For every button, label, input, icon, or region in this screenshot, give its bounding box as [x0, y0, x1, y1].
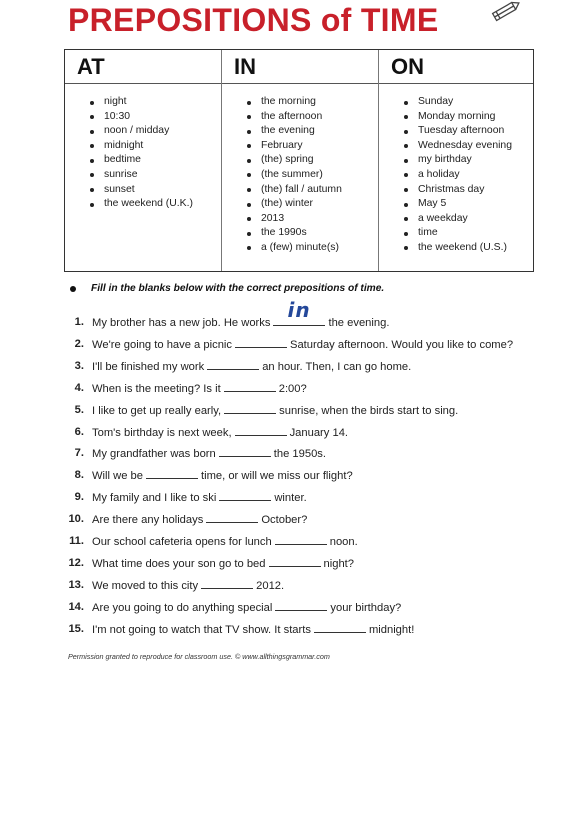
answer-blank[interactable] [219, 490, 271, 501]
column-heading: IN [234, 54, 256, 79]
question-before: Will we be [92, 470, 143, 483]
column-list [222, 95, 342, 256]
list-item: Christmas day [379, 183, 512, 198]
question-number: 4. [74, 381, 84, 394]
list-item: sunset [65, 183, 193, 198]
bullet-icon [70, 286, 76, 292]
answer-blank[interactable] [235, 337, 287, 348]
question-text [92, 381, 307, 396]
list-item: 10:30 [65, 110, 193, 125]
question-number: 6. [74, 425, 84, 438]
question-text [92, 359, 411, 374]
question-number: 3. [74, 359, 84, 372]
list-item: a (few) minute(s) [222, 241, 342, 256]
question-before: We moved to this city [92, 579, 199, 592]
list-item: the weekend (U.K.) [65, 197, 193, 212]
question-text [92, 298, 390, 330]
question-after: January 14. [289, 426, 349, 439]
question-after: Saturday afternoon. Would you like to come? [290, 338, 514, 351]
question-before: Are there any holidays [92, 514, 204, 527]
question-text [92, 600, 401, 615]
list-item: time [379, 226, 512, 241]
question-before: I'll be finished my work [92, 360, 205, 373]
list-item: the morning [222, 95, 342, 110]
question-number: 13. [68, 578, 84, 591]
list-item: (the summer) [222, 168, 342, 183]
list-item: noon / midday [65, 124, 193, 139]
list-item: the weekend (U.S.) [379, 241, 512, 256]
question-number: 9. [74, 491, 84, 504]
answer-blank[interactable] [219, 446, 271, 457]
question-text [92, 337, 513, 352]
question-after: time, or will we miss our flight? [200, 470, 353, 483]
question-text [92, 425, 348, 440]
question-before: What time does your son go to bed [92, 557, 266, 570]
question-text [92, 556, 354, 571]
question-number: 1. [74, 316, 84, 328]
question-after: 2012. [256, 579, 285, 592]
column-list [379, 95, 512, 256]
answer-blank[interactable] [224, 381, 276, 392]
question-text [92, 578, 284, 593]
question-before: My family and I like to ski [92, 492, 217, 505]
list-item: night [65, 95, 193, 110]
answer-blank[interactable] [146, 468, 198, 479]
list-item: the evening [222, 124, 342, 139]
question-number: 11. [69, 535, 84, 547]
question-after: midnight! [368, 623, 415, 636]
pencil-icon [488, 0, 522, 22]
answer-blank[interactable] [206, 512, 258, 523]
page-title: PREPOSITIONS of TIME [68, 2, 439, 38]
question-text [92, 490, 307, 505]
list-item: bedtime [65, 153, 193, 168]
list-item: the afternoon [222, 110, 342, 125]
question-before: My brother has a new job. He works [92, 317, 271, 329]
answer-blank[interactable] [201, 578, 253, 589]
question-before: I'm not going to watch that TV show. It starts [92, 623, 311, 636]
question-number: 15. [68, 622, 84, 635]
answer-blank[interactable] [273, 298, 325, 326]
column-on [378, 50, 535, 271]
question-number: 8. [74, 469, 84, 482]
question-after: your birthday? [330, 601, 402, 614]
question-number: 2. [74, 337, 84, 350]
question-after: October? [261, 514, 308, 527]
column-list [65, 95, 193, 212]
question-before: Are you going to do anything special [92, 601, 273, 614]
list-item: the 1990s [222, 226, 342, 241]
handwritten-answer: in [287, 298, 311, 322]
question-before: When is the meeting? Is it [92, 382, 221, 395]
instructions: Fill in the blanks below with the correct prepositions of time. [91, 283, 385, 294]
question-number: 5. [74, 403, 84, 416]
column-at [65, 50, 221, 271]
question-after: noon. [329, 536, 358, 548]
prepositions-table [64, 49, 534, 272]
column-in [221, 50, 378, 271]
question-text [92, 446, 326, 461]
question-text [92, 403, 458, 418]
answer-blank[interactable] [314, 622, 366, 633]
list-item: Tuesday afternoon [379, 124, 512, 139]
list-item: February [222, 139, 342, 154]
question-after: winter. [274, 492, 307, 505]
question-number: 12. [68, 556, 84, 569]
question-number: 14. [68, 600, 84, 613]
list-item: (the) winter [222, 197, 342, 212]
list-item: (the) spring [222, 153, 342, 168]
answer-blank[interactable] [207, 359, 259, 370]
question-before: My grandfather was born [92, 448, 216, 461]
question-before: We're going to have a picnic [92, 338, 232, 351]
footer-note: Permission granted to reproduce for classroom use. © www.allthingsgrammar.com [68, 652, 330, 661]
question-text [92, 534, 358, 549]
question-text [92, 622, 414, 637]
answer-blank[interactable] [235, 425, 287, 436]
question-after: the evening. [328, 317, 390, 329]
question-number: 7. [74, 447, 84, 460]
question-after: 2:00? [278, 382, 307, 395]
question-after: the 1950s. [273, 448, 327, 461]
answer-blank[interactable] [269, 556, 321, 567]
question-after: an hour. Then, I can go home. [262, 360, 412, 373]
list-item: a weekday [379, 212, 512, 227]
question-before: Our school cafeteria opens for lunch [92, 536, 272, 548]
list-item: 2013 [222, 212, 342, 227]
question-after: night? [323, 557, 354, 570]
list-item: midnight [65, 139, 193, 154]
question-number: 10. [68, 513, 84, 526]
answer-blank[interactable] [275, 534, 327, 545]
list-item: sunrise [65, 168, 193, 183]
column-heading: AT [77, 54, 105, 79]
question-before: Tom's birthday is next week, [92, 426, 232, 439]
question-after: sunrise, when the birds start to sing. [279, 404, 459, 417]
answer-blank[interactable] [275, 600, 327, 611]
list-item: May 5 [379, 197, 512, 212]
question-text [92, 468, 353, 483]
column-heading: ON [391, 54, 424, 79]
question-before: I like to get up really early, [92, 404, 222, 417]
answer-blank[interactable] [224, 403, 276, 414]
list-item: my birthday [379, 153, 512, 168]
list-item: (the) fall / autumn [222, 183, 342, 198]
list-item: Wednesday evening [379, 139, 512, 154]
list-item: a holiday [379, 168, 512, 183]
list-item: Sunday [379, 95, 512, 110]
list-item: Monday morning [379, 110, 512, 125]
question-text [92, 512, 307, 527]
